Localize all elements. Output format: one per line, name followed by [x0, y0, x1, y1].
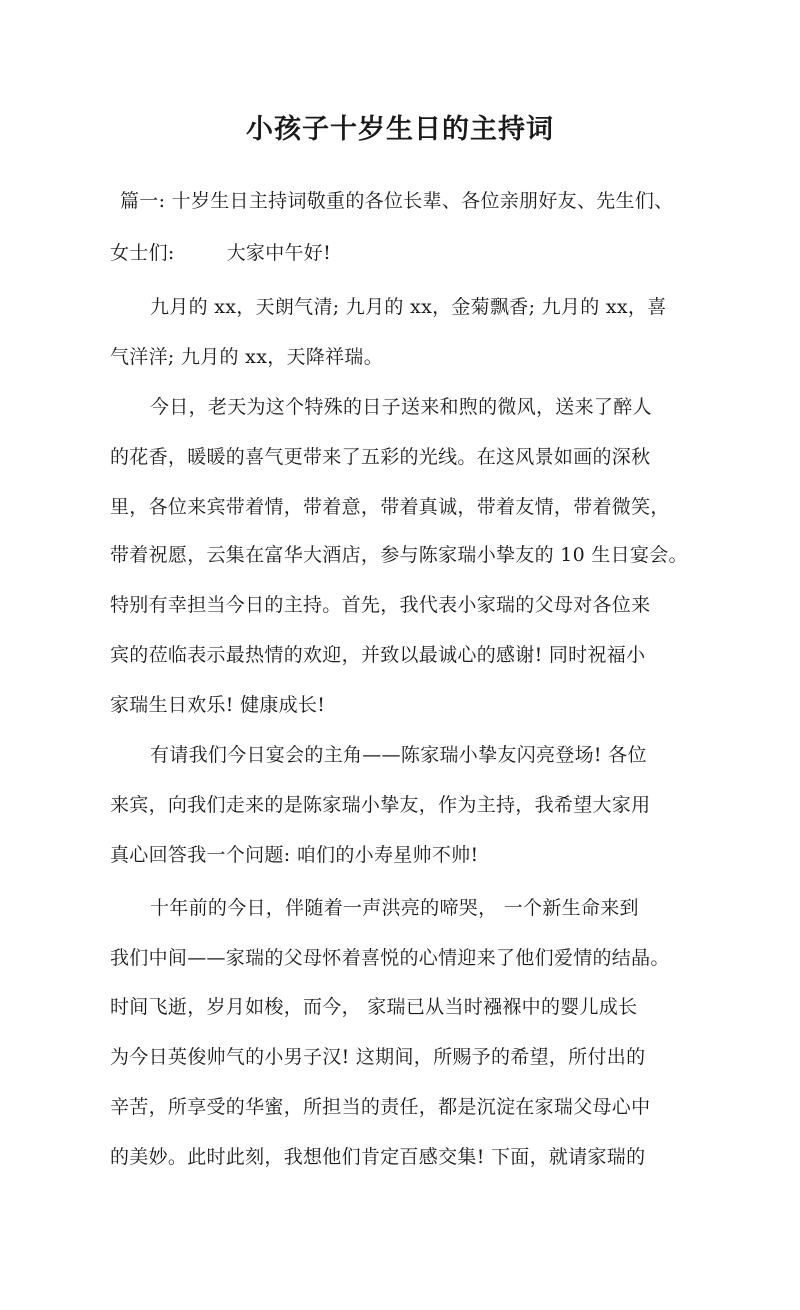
text-line: 特别有幸担当今日的主持。首先，我代表小家瑞的父母对各位来 — [110, 594, 651, 616]
text-line-segment: 女士们: — [110, 242, 175, 264]
text-line: 家瑞生日欢乐! 健康成长! — [110, 694, 326, 716]
text-line: 气洋洋; 九月的 xx，天降祥瑞。 — [110, 346, 384, 368]
text-line: 真心回答我一个问题: 咱们的小寿星帅不帅! — [110, 844, 479, 866]
greeting-text: 大家中午好! — [226, 242, 332, 264]
text-line — [110, 238, 331, 268]
text-line: 里，各位来宾带着情，带着意，带着真诚，带着友情，带着微笑， — [110, 496, 670, 518]
text-line: 今日，老天为这个特殊的日子送来和煦的微风，送来了醉人 — [150, 396, 652, 418]
text-line: 带着祝愿，云集在富华大酒店，参与陈家瑞小挚友的 10 生日宴会。 — [110, 544, 688, 566]
text-line: 辛苦，所享受的华蜜，所担当的责任，都是沉淀在家瑞父母心中 — [110, 1096, 651, 1118]
document-title: 小孩子十岁生日的主持词 — [246, 114, 554, 145]
text-line: 篇一: 十岁生日主持词敬重的各位长辈、各位亲朋好友、先生们、 — [120, 190, 674, 212]
text-line: 时间飞逝，岁月如梭，而今， 家瑞已从当时襁褓中的婴儿成长 — [110, 996, 638, 1018]
text-line: 的花香，暖暖的喜气更带来了五彩的光线。在这风景如画的深秋 — [110, 446, 651, 468]
text-line: 有请我们今日宴会的主角——陈家瑞小挚友闪亮登场! 各位 — [150, 744, 647, 766]
text-line: 为今日英俊帅气的小男子汉! 这期间，所赐予的希望，所付出的 — [110, 1046, 646, 1068]
text-line: 九月的 xx，天朗气清; 九月的 xx，金菊飘香; 九月的 xx，喜 — [150, 296, 667, 318]
text-line: 宾的莅临表示最热情的欢迎，并致以最诚心的感谢! 同时祝福小 — [110, 644, 646, 666]
text-line: 的美妙。此时此刻，我想他们肯定百感交集! 下面，就请家瑞的 — [110, 1146, 646, 1168]
text-line: 来宾，向我们走来的是陈家瑞小挚友，作为主持，我希望大家用 — [110, 794, 651, 816]
text-line: 我们中间——家瑞的父母怀着喜悦的心情迎来了他们爱情的结晶。 — [110, 947, 670, 969]
text-line: 十年前的今日，伴随着一声洪亮的啼哭， 一个新生命来到 — [150, 897, 639, 919]
